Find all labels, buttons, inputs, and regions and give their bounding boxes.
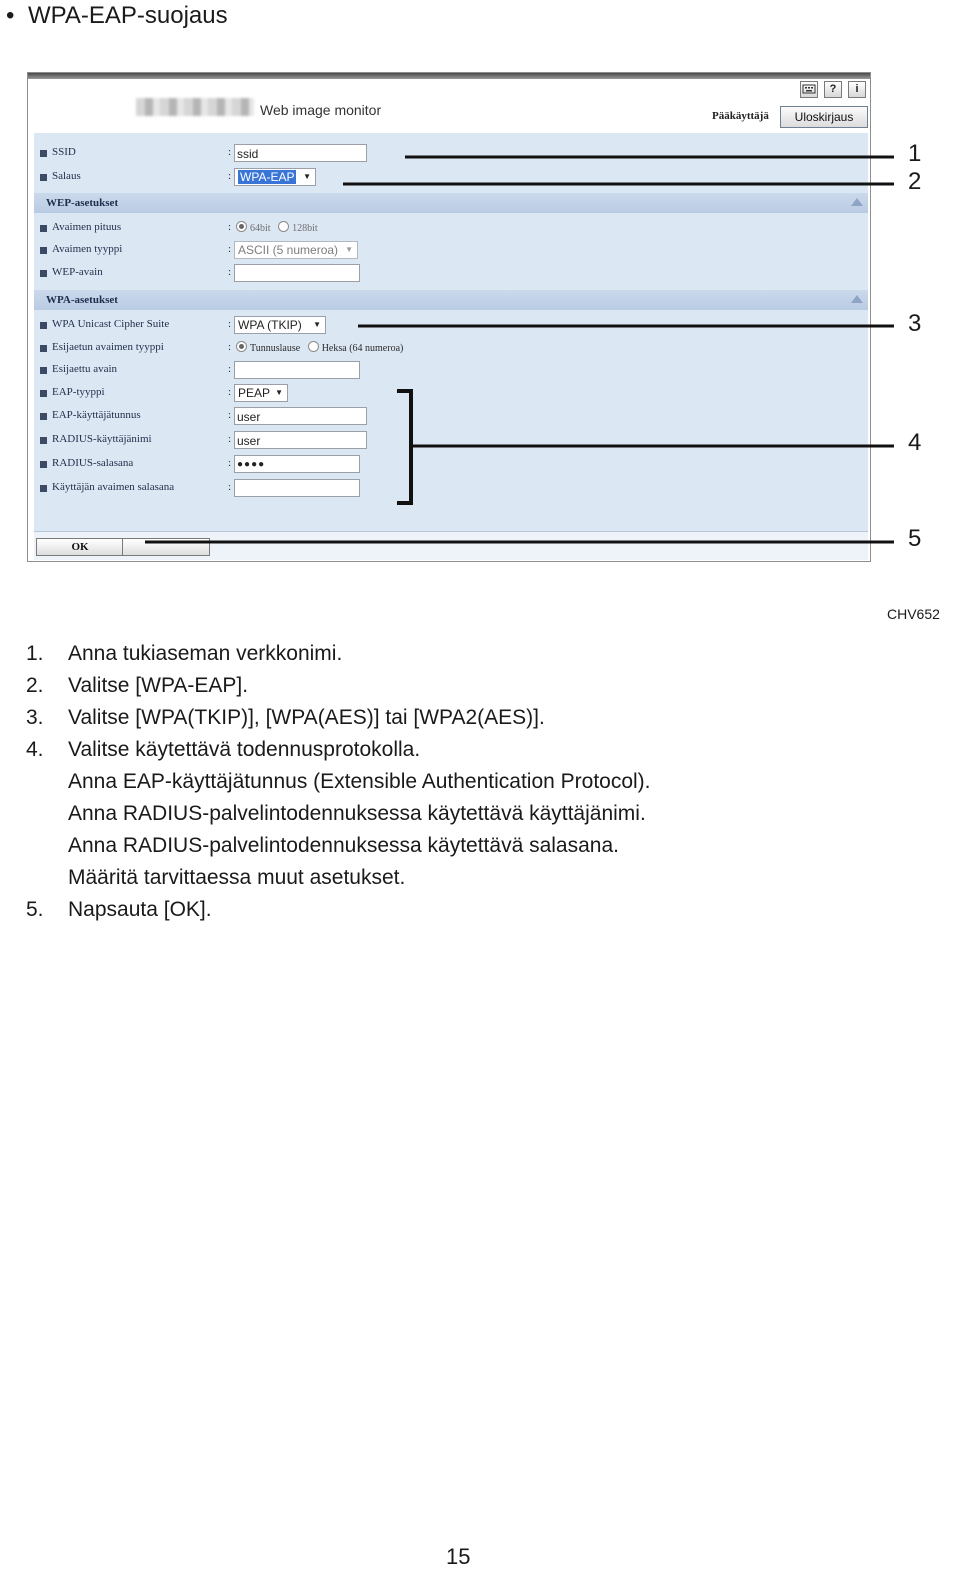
ssid-label: SSID	[52, 146, 76, 158]
step-text: Valitse käytettävä todennusprotokolla.	[68, 738, 421, 761]
colon: :	[228, 386, 232, 398]
eap-user-label: EAP-käyttäjätunnus	[52, 409, 141, 421]
key-type-label: Avaimen tyyppi	[52, 243, 123, 255]
step-number: 5.	[26, 898, 44, 921]
info-icon[interactable]: i	[848, 81, 866, 98]
section-heading: • WPA-EAP-suojaus	[6, 2, 228, 29]
colon: :	[228, 221, 232, 233]
radius-pass-input[interactable]: ●●●●	[234, 455, 360, 473]
colon: :	[228, 146, 232, 158]
callout-number-2: 2	[908, 168, 922, 195]
colon: :	[228, 318, 232, 330]
chevron-down-icon: ▼	[303, 172, 311, 181]
page-number: 15	[446, 1544, 471, 1569]
step-text: Anna tukiaseman verkkonimi.	[68, 642, 343, 665]
radio-128bit-label: 128bit	[292, 223, 318, 234]
step-text: Anna RADIUS-palvelintodennuksessa käytettävä käyttäjänimi.	[68, 802, 646, 825]
step-text: Anna RADIUS-palvelintodennuksessa käytettävä salasana.	[68, 834, 619, 857]
psk-label: Esijaettu avain	[52, 363, 118, 375]
callout-number-4: 4	[908, 429, 922, 456]
radio-passphrase-label: Tunnuslause	[250, 343, 301, 354]
user-key-pass-label: Käyttäjän avaimen salasana	[52, 481, 175, 493]
wep-section-title: WEP-asetukset	[46, 197, 119, 209]
colon: :	[228, 243, 232, 255]
admin-label: Pääkäyttäjä	[712, 110, 769, 122]
key-length-label: Avaimen pituus	[52, 221, 122, 233]
step-text: Napsauta [OK].	[68, 898, 212, 921]
section-heading-text: WPA-EAP-suojaus	[28, 2, 228, 29]
step-number: 2.	[26, 674, 44, 697]
chevron-down-icon: ▼	[313, 320, 321, 329]
step-number: 3.	[26, 706, 44, 729]
radius-user-label: RADIUS-käyttäjänimi	[52, 433, 152, 445]
callout-number-1: 1	[908, 140, 922, 167]
encryption-select-value: WPA-EAP	[240, 170, 295, 184]
cipher-select-value: WPA (TKIP)	[238, 318, 302, 332]
psk-type-label: Esijaetun avaimen tyyppi	[52, 341, 164, 353]
ssid-input[interactable]: ssid	[234, 144, 367, 162]
logout-button[interactable]: Uloskirjaus	[780, 106, 868, 128]
chevron-down-icon: ▼	[275, 388, 283, 397]
chevron-down-icon: ▼	[345, 245, 353, 254]
colon: :	[228, 409, 232, 421]
encryption-label: Salaus	[52, 170, 81, 182]
figure-id: CHV652	[887, 606, 940, 622]
help-icon[interactable]: ?	[824, 81, 842, 98]
colon: :	[228, 457, 232, 469]
radius-user-input[interactable]: user	[234, 431, 367, 449]
step-text: Määritä tarvittaessa muut asetukset.	[68, 866, 406, 889]
step-number: 1.	[26, 642, 44, 665]
step-text: Anna EAP-käyttäjätunnus (Extensible Authentication Protocol).	[68, 770, 651, 793]
wep-key-label: WEP-avain	[52, 266, 103, 278]
step-text: Valitse [WPA(TKIP)], [WPA(AES)] tai [WPA2(AES)].	[68, 706, 545, 729]
callout-number-5: 5	[908, 525, 922, 552]
app-title: Web image monitor	[260, 102, 382, 118]
cipher-label: WPA Unicast Cipher Suite	[52, 318, 170, 330]
colon: :	[228, 363, 232, 375]
callout-bracket-4	[397, 391, 411, 503]
callout-number-3: 3	[908, 310, 922, 337]
colon: :	[228, 433, 232, 445]
eap-user-input[interactable]: user	[234, 407, 367, 425]
callout-lines	[0, 0, 960, 600]
radius-pass-label: RADIUS-salasana	[52, 457, 134, 469]
eap-type-label: EAP-tyyppi	[52, 386, 105, 398]
colon: :	[228, 266, 232, 278]
colon: :	[228, 170, 232, 182]
eap-type-select-value: PEAP	[238, 386, 271, 400]
key-type-select-value: ASCII (5 numeroa)	[238, 243, 339, 257]
colon: :	[228, 481, 232, 493]
ok-button[interactable]: OK	[36, 538, 124, 556]
step-number: 4.	[26, 738, 44, 761]
colon: :	[228, 341, 232, 353]
step-text: Valitse [WPA-EAP].	[68, 674, 249, 697]
radio-64bit-label: 64bit	[250, 223, 271, 234]
wpa-section-title: WPA-asetukset	[46, 294, 118, 306]
radio-hex-label: Heksa (64 numeroa)	[321, 343, 404, 354]
